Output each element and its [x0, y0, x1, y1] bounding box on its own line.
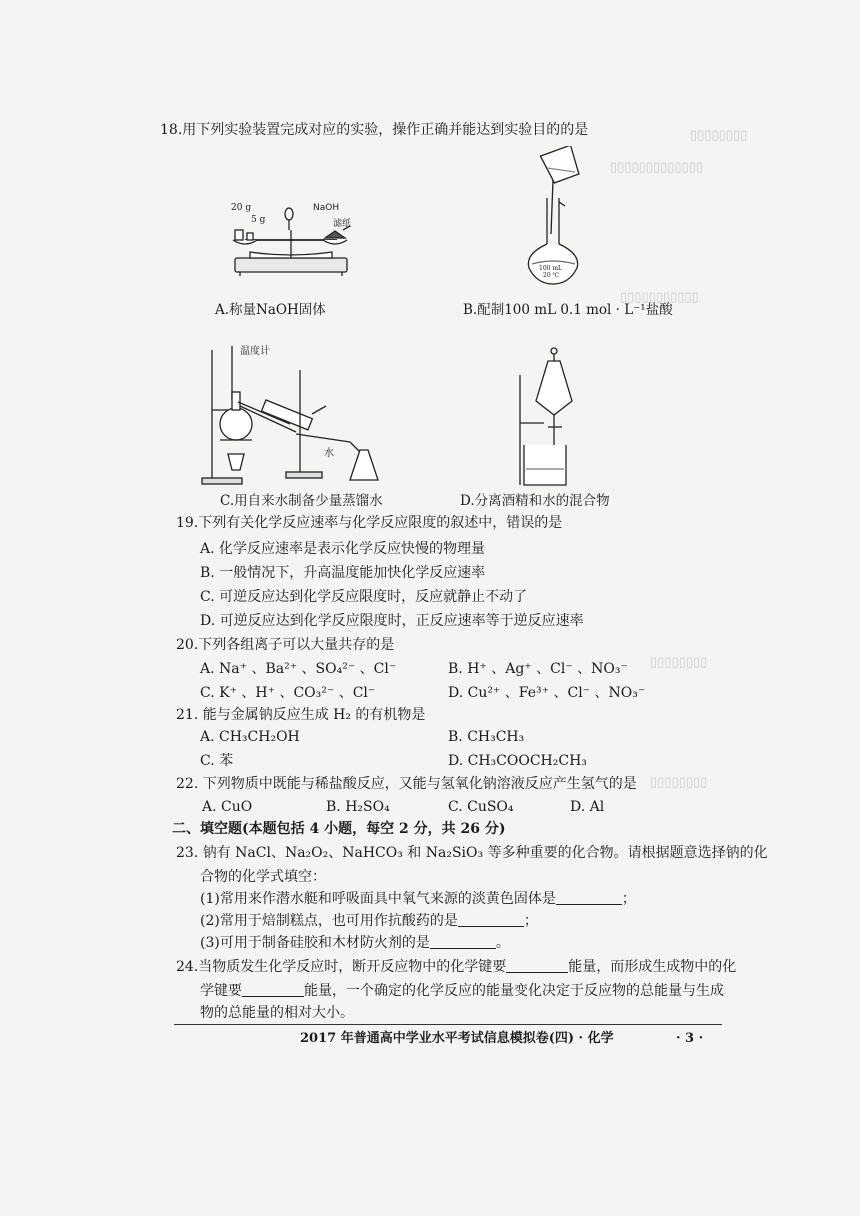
balance-figure [225, 200, 360, 280]
q22-stem: 22. 下列物质中既能与稀盐酸反应，又能与氢氧化钠溶液反应产生氢气的是 [176, 776, 637, 792]
q20-stem: 20.下列各组离子可以大量共存的是 [176, 637, 395, 653]
label-filter-paper: 滤纸 [333, 219, 352, 229]
footer-rule [174, 1024, 722, 1025]
q20-option-c: C. K⁺ 、H⁺ 、CO₃²⁻ 、Cl⁻ [200, 685, 376, 701]
q21-option-d: D. CH₃COOCH₂CH₃ [448, 753, 587, 769]
q23-stem-line1: 23. 钠有 NaCl、Na₂O₂、NaHCO₃ 和 Na₂SiO₃ 等多种重要的化合物。请根据题意选择钠的化 [176, 845, 768, 861]
bleed-through-text: ▯▯▯▯▯▯▯▯ [690, 128, 748, 143]
figA-caption: A.称量NaOH固体 [215, 302, 326, 318]
answer-blank[interactable] [556, 890, 622, 905]
figD-caption: D.分离酒精和水的混合物 [460, 493, 610, 509]
label-20g: 20 g [231, 203, 252, 213]
q24-line3: 物的总能量的相对大小。 [200, 1005, 354, 1021]
label-thermometer: 温度计 [240, 346, 270, 357]
bleed-through-text: ▯▯▯▯▯▯▯▯▯▯▯ [620, 290, 699, 305]
q22-option-c: C. CuSO₄ [448, 799, 514, 815]
volumetric-flask-figure [515, 146, 595, 286]
q18-stem: 18.用下列实验装置完成对应的实验，操作正确并能达到实验目的的是 [160, 122, 589, 138]
distillation-figure [200, 340, 390, 490]
flask-volume-label: 100 mL [539, 265, 563, 272]
q21-option-a: A. CH₃CH₂OH [200, 729, 300, 745]
answer-blank[interactable] [430, 934, 496, 949]
q21-option-b: B. CH₃CH₃ [448, 729, 525, 745]
figB-caption: B.配制100 mL 0.1 mol · L⁻¹盐酸 [463, 302, 673, 318]
answer-blank[interactable] [458, 912, 524, 927]
bleed-through-text: ▯▯▯▯▯▯▯▯ [650, 655, 708, 670]
figC-caption: C.用自来水制备少量蒸馏水 [220, 493, 383, 509]
flask-temp-label: 20 ℃ [543, 272, 560, 279]
q21-option-c: C. 苯 [200, 753, 234, 769]
q24-line2: 学键要 能量，一个确定的化学反应的能量变化决定于反应物的总能量与生成 [200, 983, 724, 999]
q23-part1: (1)常用来作潜水艇和呼吸面具中氧气来源的淡黄色固体是 ； [200, 891, 636, 907]
q20-option-d: D. Cu²⁺ 、Fe³⁺ 、Cl⁻ 、NO₃⁻ [448, 685, 646, 701]
separatory-funnel-figure [510, 345, 580, 490]
q22-option-b: B. H₂SO₄ [326, 799, 390, 815]
q20-option-a: A. Na⁺ 、Ba²⁺ 、SO₄²⁻ 、Cl⁻ [200, 661, 397, 677]
bleed-through-text: ▯▯▯▯▯▯▯▯▯▯▯▯▯ [610, 160, 703, 175]
label-naoh: NaOH [313, 203, 340, 213]
q23-part2: (2)常用于焙制糕点，也可用作抗酸药的是 ； [200, 913, 538, 929]
q23-stem-line2: 合物的化学式填空： [200, 869, 326, 885]
section2-title: 二、填空题(本题包括 4 小题，每空 2 分，共 26 分) [172, 821, 506, 837]
q19-option-b: B. 一般情况下，升高温度能加快化学反应速率 [200, 565, 486, 581]
q23-part3: (3)可用于制备硅胶和木材防火剂的是 。 [200, 935, 510, 951]
q19-option-c: C. 可逆反应达到化学反应限度时，反应就静止不动了 [200, 589, 528, 605]
q19-stem: 19.下列有关化学反应速率与化学反应限度的叙述中，错误的是 [176, 515, 563, 531]
label-5g: 5 g [251, 215, 266, 225]
answer-blank[interactable] [242, 982, 304, 997]
footer-title: 2017 年普通高中学业水平考试信息模拟卷(四) · 化学 [300, 1031, 614, 1046]
q24-line1: 24.当物质发生化学反应时，断开反应物中的化学键要 能量，而形成生成物中的化 [176, 959, 737, 975]
page-number: · 3 · [676, 1031, 704, 1046]
label-water: 水 [324, 448, 334, 459]
q19-option-d: D. 可逆反应达到化学反应限度时，正反应速率等于逆反应速率 [200, 613, 584, 629]
bleed-through-text: ▯▯▯▯▯▯▯▯ [650, 775, 708, 790]
answer-blank[interactable] [506, 958, 568, 973]
q20-option-b: B. H⁺ 、Ag⁺ 、Cl⁻ 、NO₃⁻ [448, 661, 628, 677]
q21-stem: 21. 能与金属钠反应生成 H₂ 的有机物是 [176, 707, 426, 723]
q19-option-a: A. 化学反应速率是表示化学反应快慢的物理量 [200, 541, 486, 557]
q22-option-a: A. CuO [202, 799, 253, 815]
q22-option-d: D. Al [570, 799, 605, 815]
